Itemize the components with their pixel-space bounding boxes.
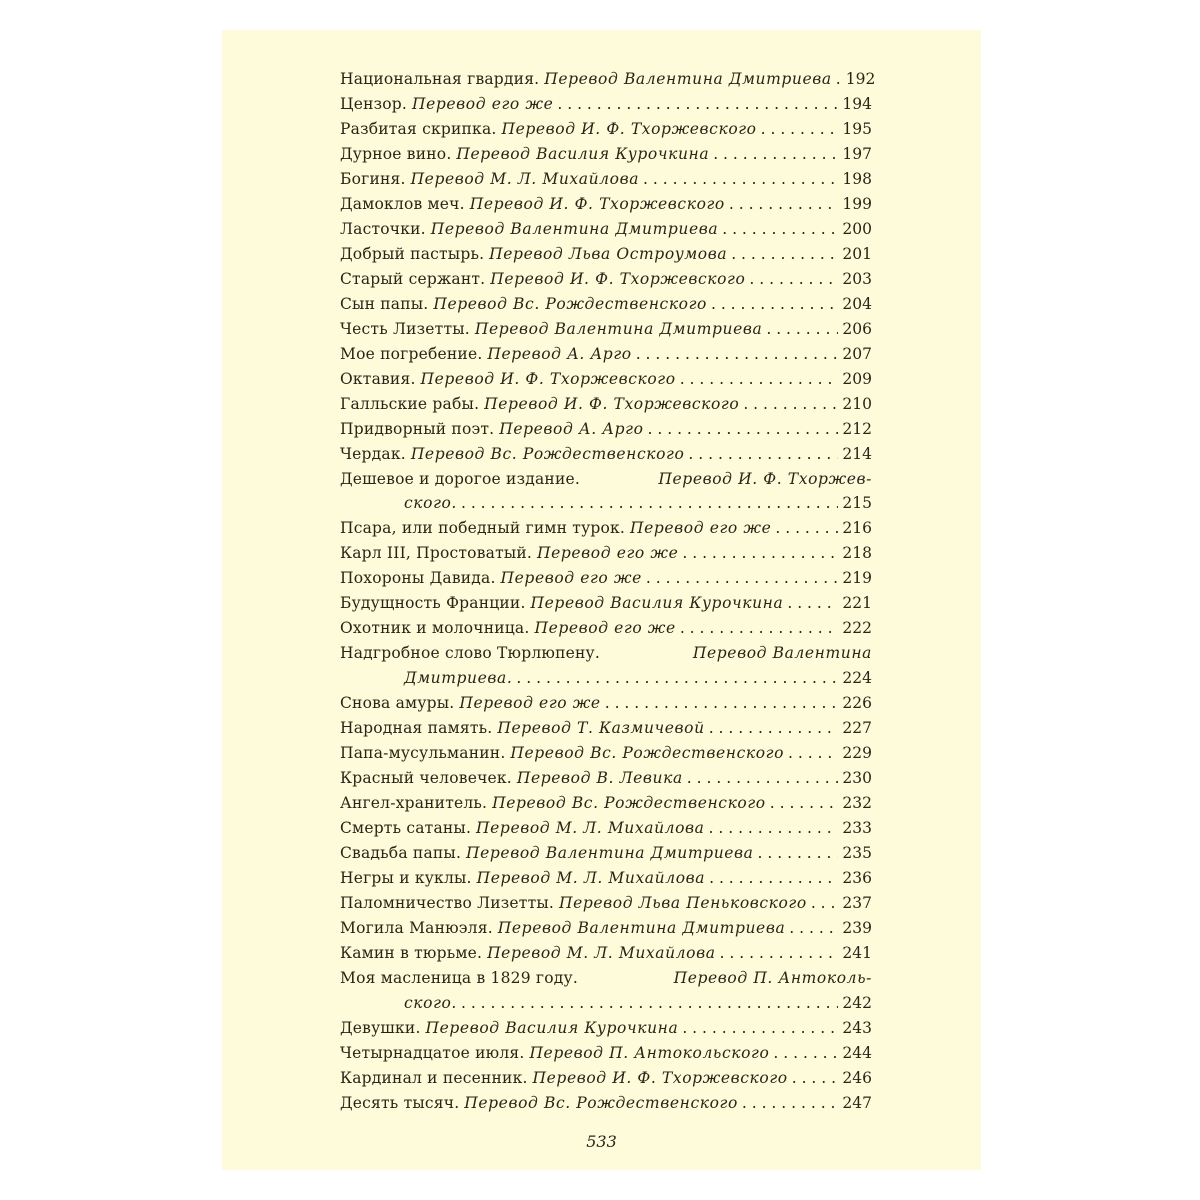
leader-dots (709, 142, 838, 167)
entry-page: 241 (842, 943, 872, 962)
leader-dots (718, 217, 838, 242)
entry-title: Разбитая скрипка. (340, 119, 497, 138)
toc-entry (340, 1041, 872, 1066)
toc-entry (340, 167, 872, 192)
entry-page: 198 (842, 169, 872, 188)
toc-entry (340, 966, 872, 1016)
entry-title: Дешевое и дорогое издание. (340, 469, 580, 488)
toc-entry (340, 92, 872, 117)
entry-title: Снова амуры. (340, 694, 455, 713)
entry-title: Будущность Франции. (340, 594, 526, 613)
entry-page: 199 (842, 194, 872, 213)
entry-translator: Перевод И. Ф. Тхоржевского (484, 394, 740, 413)
entry-page: 207 (842, 344, 872, 363)
toc-entry (340, 367, 872, 392)
entry-title: Старый сержант. (340, 269, 486, 288)
entry-page: 243 (842, 1018, 872, 1037)
leader-dots (739, 392, 838, 417)
entry-title: Добрый пастырь. (340, 244, 485, 263)
entry-page: 239 (842, 918, 872, 937)
entry-title: Могила Манюэля. (340, 918, 493, 937)
entry-page: 201 (842, 244, 872, 263)
entry-translator-continuation: Дмитриева. (404, 669, 513, 688)
toc-entry (340, 641, 872, 691)
entry-page: 197 (842, 144, 872, 163)
entry-translator: Перевод его же (412, 94, 554, 113)
leader-dots (684, 442, 838, 467)
entry-page: 224 (842, 669, 872, 688)
entry-page: 210 (842, 394, 872, 413)
leader-dots (727, 242, 838, 267)
toc-entry (340, 442, 872, 467)
entry-page: 222 (842, 619, 872, 638)
entry-translator: Перевод П. Антокольского (529, 1043, 770, 1062)
entry-title: Национальная гвардия. (340, 70, 540, 88)
entry-translator: Перевод Льва Остроумова (489, 244, 728, 263)
entry-title: Свадьба папы. (340, 844, 462, 863)
entry-translator: Перевод Валентина (692, 644, 872, 663)
leader-dots (512, 666, 838, 691)
toc-entry (340, 1091, 872, 1116)
entry-title: Дамоклов меч. (340, 194, 465, 213)
entry-translator: Перевод его же (630, 519, 772, 538)
entry-page: 227 (842, 719, 872, 738)
entry-title: Охотник и молочница. (340, 619, 530, 638)
leader-dots (754, 841, 839, 866)
entry-translator: Перевод его же (534, 619, 676, 638)
entry-page: 235 (842, 844, 872, 863)
entry-translator: Перевод Вс. Рождественского (410, 444, 685, 463)
entry-page: 214 (842, 444, 872, 463)
entry-page: 244 (842, 1043, 872, 1062)
entry-page: 192 (845, 70, 876, 88)
entry-page: 242 (842, 993, 872, 1012)
leader-dots (678, 541, 838, 566)
entry-title: Негры и куклы. (340, 869, 472, 887)
entry-title: Красный человечек. (340, 769, 512, 788)
leader-dots (783, 591, 838, 616)
entry-title: Честь Лизетты. (340, 319, 470, 338)
entry-title: Камин в тюрьме. (340, 943, 483, 962)
entry-page: 226 (842, 694, 872, 713)
entry-translator: Перевод его же (500, 569, 642, 588)
leader-dots (676, 616, 839, 641)
leader-dots (738, 1091, 839, 1116)
entry-page: 247 (842, 1093, 872, 1112)
toc-entry (340, 342, 872, 367)
leader-dots (769, 1041, 838, 1066)
entry-page: 219 (842, 569, 872, 588)
toc-entry (340, 117, 872, 142)
entry-page: 236 (842, 869, 872, 887)
entry-title: Дурное вино. (340, 144, 452, 163)
toc-entry (340, 766, 872, 791)
entry-translator: Перевод П. Антоколь- (673, 968, 872, 987)
entry-title: Девушки. (340, 1018, 421, 1037)
leader-dots (705, 816, 839, 841)
toc-entry (340, 392, 872, 417)
leader-dots (807, 891, 839, 916)
entry-title: Смерть сатаны. (340, 819, 472, 838)
toc-entry (340, 467, 872, 517)
entry-translator: Перевод Василия Курочкина (425, 1018, 679, 1037)
entry-translator: Перевод Валентина Дмитриева (430, 219, 719, 238)
entry-title: Четырнадцатое июля. (340, 1043, 525, 1062)
leader-dots (832, 67, 842, 92)
entry-translator: Перевод В. Левика (516, 769, 683, 788)
entry-page: 212 (842, 419, 872, 438)
toc-entry (340, 916, 872, 941)
toc-entry (340, 217, 872, 242)
leader-dots (705, 716, 839, 741)
entry-title: Моя масленица в 1829 году. (340, 968, 578, 987)
leader-dots (716, 941, 839, 966)
leader-dots (683, 766, 839, 791)
entry-title: Ласточки. (340, 219, 426, 238)
toc-entry (340, 741, 872, 766)
entry-page: 200 (842, 219, 872, 238)
toc-entry (340, 616, 872, 641)
entry-page: 237 (842, 893, 872, 912)
leader-dots (784, 741, 838, 766)
toc-entry (340, 941, 872, 966)
entry-title: Цензор. (340, 94, 408, 113)
toc-entry (340, 866, 872, 891)
toc-entry (340, 317, 872, 342)
entry-title: Ангел-хранитель. (340, 794, 488, 813)
entry-title: Галльские рабы. (340, 394, 480, 413)
leader-dots (757, 117, 839, 142)
entry-translator: Перевод И. Ф. Тхоржевского (532, 1068, 788, 1087)
entry-title: Карл III, Простоватый. (340, 544, 533, 563)
entry-translator: Перевод И. Ф. Тхоржевского (469, 194, 725, 213)
entry-page: 209 (842, 369, 872, 388)
leader-dots (642, 566, 839, 591)
toc-entry (340, 816, 872, 841)
toc-entry (340, 841, 872, 866)
entry-title: Похороны Давида. (340, 569, 496, 588)
entry-title: Чердак. (340, 444, 406, 463)
table-of-contents (340, 67, 876, 1116)
entry-translator: Перевод его же (537, 544, 679, 563)
entry-translator: Перевод М. Л. Михайлова (410, 169, 640, 188)
toc-entry (340, 1066, 872, 1091)
entry-translator: Перевод И. Ф. Тхоржев- (658, 469, 872, 488)
leader-dots (725, 192, 839, 217)
entry-translator: Перевод Валентина Дмитриева (466, 844, 754, 863)
entry-page: 233 (842, 819, 872, 838)
entry-title: Придворный поэт. (340, 419, 495, 438)
entry-translator: Перевод И. Ф. Тхоржевского (501, 119, 757, 138)
entry-translator: Перевод И. Ф. Тхоржевского (490, 269, 746, 288)
toc-entry (340, 516, 872, 541)
toc-entry (340, 67, 876, 92)
entry-page: 203 (842, 269, 872, 288)
toc-entry (340, 142, 872, 167)
entry-translator: Перевод Валентина Дмитриева (474, 319, 763, 338)
leader-dots (762, 317, 838, 342)
toc-entry (340, 541, 872, 566)
leader-dots (745, 267, 838, 292)
leader-dots (766, 791, 839, 816)
entry-translator: Перевод Вс. Рождественского (433, 294, 707, 313)
entry-translator: Перевод его же (459, 694, 601, 713)
entry-translator-continuation: ского. (404, 993, 457, 1012)
leader-dots (457, 491, 838, 516)
toc-entry (340, 716, 872, 741)
toc-entry (340, 1016, 872, 1041)
leader-dots (676, 367, 839, 392)
toc-entry (340, 891, 872, 916)
leader-dots (553, 92, 838, 117)
leader-dots (632, 342, 839, 367)
entry-page: 215 (842, 494, 872, 513)
toc-entry (340, 566, 872, 591)
toc-entry (340, 292, 872, 317)
entry-translator: Перевод Вс. Рождественского (492, 794, 766, 813)
entry-title: Мое погребение. (340, 344, 483, 363)
entry-translator: Перевод И. Ф. Тхоржевского (420, 369, 676, 388)
entry-title: Богиня. (340, 169, 406, 188)
leader-dots (457, 991, 838, 1016)
entry-title: Надгробное слово Тюрлюпену. (340, 644, 600, 663)
toc-entry (340, 591, 872, 616)
toc-entry (340, 417, 872, 442)
entry-title: Папа-мусульманин. (340, 744, 506, 763)
leader-dots (644, 417, 839, 442)
entry-page: 206 (842, 319, 872, 338)
toc-entry (340, 192, 872, 217)
entry-translator: Перевод Т. Казмичевой (497, 719, 705, 738)
entry-title: Октавия. (340, 369, 416, 388)
entry-title: Народная память. (340, 719, 493, 738)
leader-dots (788, 1066, 839, 1091)
book-page (222, 30, 981, 1170)
entry-page: 246 (842, 1068, 872, 1087)
leader-dots (601, 691, 839, 716)
entry-title: Паломничество Лизетты. (340, 893, 555, 912)
entry-translator: Перевод Вс. Рождественского (510, 744, 784, 763)
page-number: 533 (586, 1132, 617, 1151)
toc-entry (340, 267, 872, 292)
leader-dots (639, 167, 838, 192)
leader-dots (705, 866, 838, 891)
entry-translator: Перевод М. Л. Михайлова (476, 819, 705, 838)
entry-page: 194 (842, 94, 872, 113)
entry-title: Псара, или победный гимн турок. (340, 519, 626, 538)
entry-page: 204 (842, 294, 872, 313)
entry-translator: Перевод Валентина Дмитриева (544, 70, 832, 88)
entry-translator: Перевод М. Л. Михайлова (487, 943, 716, 962)
entry-translator-continuation: ского. (404, 494, 457, 513)
entry-page: 221 (842, 594, 872, 613)
entry-translator: Перевод А. Арго (487, 344, 632, 363)
entry-title: Десять тысяч. (340, 1093, 460, 1112)
entry-page: 195 (842, 119, 872, 138)
leader-dots (707, 292, 838, 317)
entry-translator: Перевод Льва Пеньковского (558, 893, 807, 912)
entry-page: 230 (842, 769, 872, 788)
leader-dots (785, 916, 838, 941)
entry-translator: Перевод М. Л. Михайлова (476, 869, 706, 887)
entry-title: Сын папы. (340, 294, 429, 313)
entry-translator: Перевод Василия Курочкина (530, 594, 784, 613)
toc-entry (340, 791, 872, 816)
entry-page: 229 (842, 744, 872, 763)
leader-dots (678, 1016, 838, 1041)
entry-translator: Перевод Валентина Дмитриева (497, 918, 786, 937)
entry-translator: Перевод А. Арго (499, 419, 644, 438)
entry-title: Кардинал и песенник. (340, 1068, 528, 1087)
toc-entry (340, 691, 872, 716)
entry-page: 216 (842, 519, 872, 538)
toc-entry (340, 242, 872, 267)
entry-page: 218 (842, 544, 872, 563)
entry-translator: Перевод Вс. Рождественского (464, 1093, 738, 1112)
entry-translator: Перевод Василия Курочкина (456, 144, 710, 163)
leader-dots (771, 516, 838, 541)
entry-page: 232 (842, 794, 872, 813)
